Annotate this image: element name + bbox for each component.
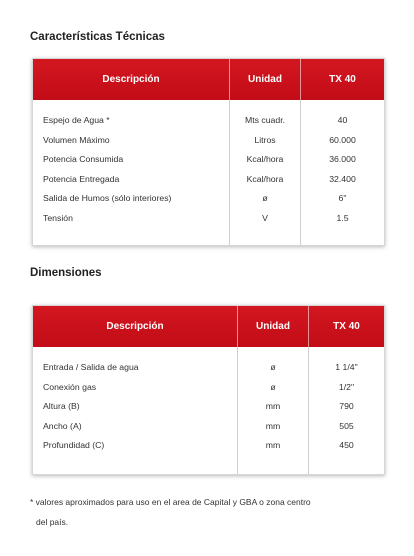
table-row: Profundidad (C) mm 450 — [43, 440, 354, 451]
table-row: Conexión gas ø 1/2" — [43, 381, 355, 392]
table-header — [33, 59, 384, 100]
dimensiones-table — [32, 305, 385, 475]
footnote — [30, 492, 390, 532]
table-body — [33, 358, 384, 456]
header-model: TX 40 — [329, 74, 356, 85]
table-row: Potencia Consumida Kcal/hora 36.000 — [43, 154, 356, 165]
section-title-dimensiones: Dimensiones — [30, 267, 102, 279]
caracteristicas-table — [32, 58, 385, 246]
footnote-line-1: * valores aproximados para uso en el area de Capital y GBA o zona centro — [30, 497, 311, 507]
section-title-caracteristicas: Características Técnicas — [30, 31, 165, 43]
header-unidad: Unidad — [256, 321, 290, 332]
table-row: Potencia Entregada Kcal/hora 32.400 — [43, 173, 356, 184]
header-descripcion: Descripción — [106, 321, 164, 332]
table-row: Volumen Máximo Litros 60.000 — [43, 134, 356, 145]
footnote-line-2: del país. — [36, 517, 69, 527]
table-row: Altura (B) mm 790 — [43, 401, 354, 412]
header-descripcion: Descripción — [102, 74, 160, 85]
table-row: Tensión V 1.5 — [43, 212, 349, 223]
table-header — [33, 306, 384, 347]
table-row: Espejo de Agua * Mts cuadr. 40 — [43, 115, 348, 125]
table-row: Ancho (A) mm 505 — [43, 420, 354, 431]
table-row: Salida de Humos (sólo interiores) ø 6" — [43, 193, 347, 204]
header-unidad: Unidad — [248, 74, 282, 85]
header-model: TX 40 — [333, 321, 360, 332]
table-row: Entrada / Salida de agua ø 1 1/4" — [43, 362, 358, 372]
table-body — [33, 111, 384, 229]
